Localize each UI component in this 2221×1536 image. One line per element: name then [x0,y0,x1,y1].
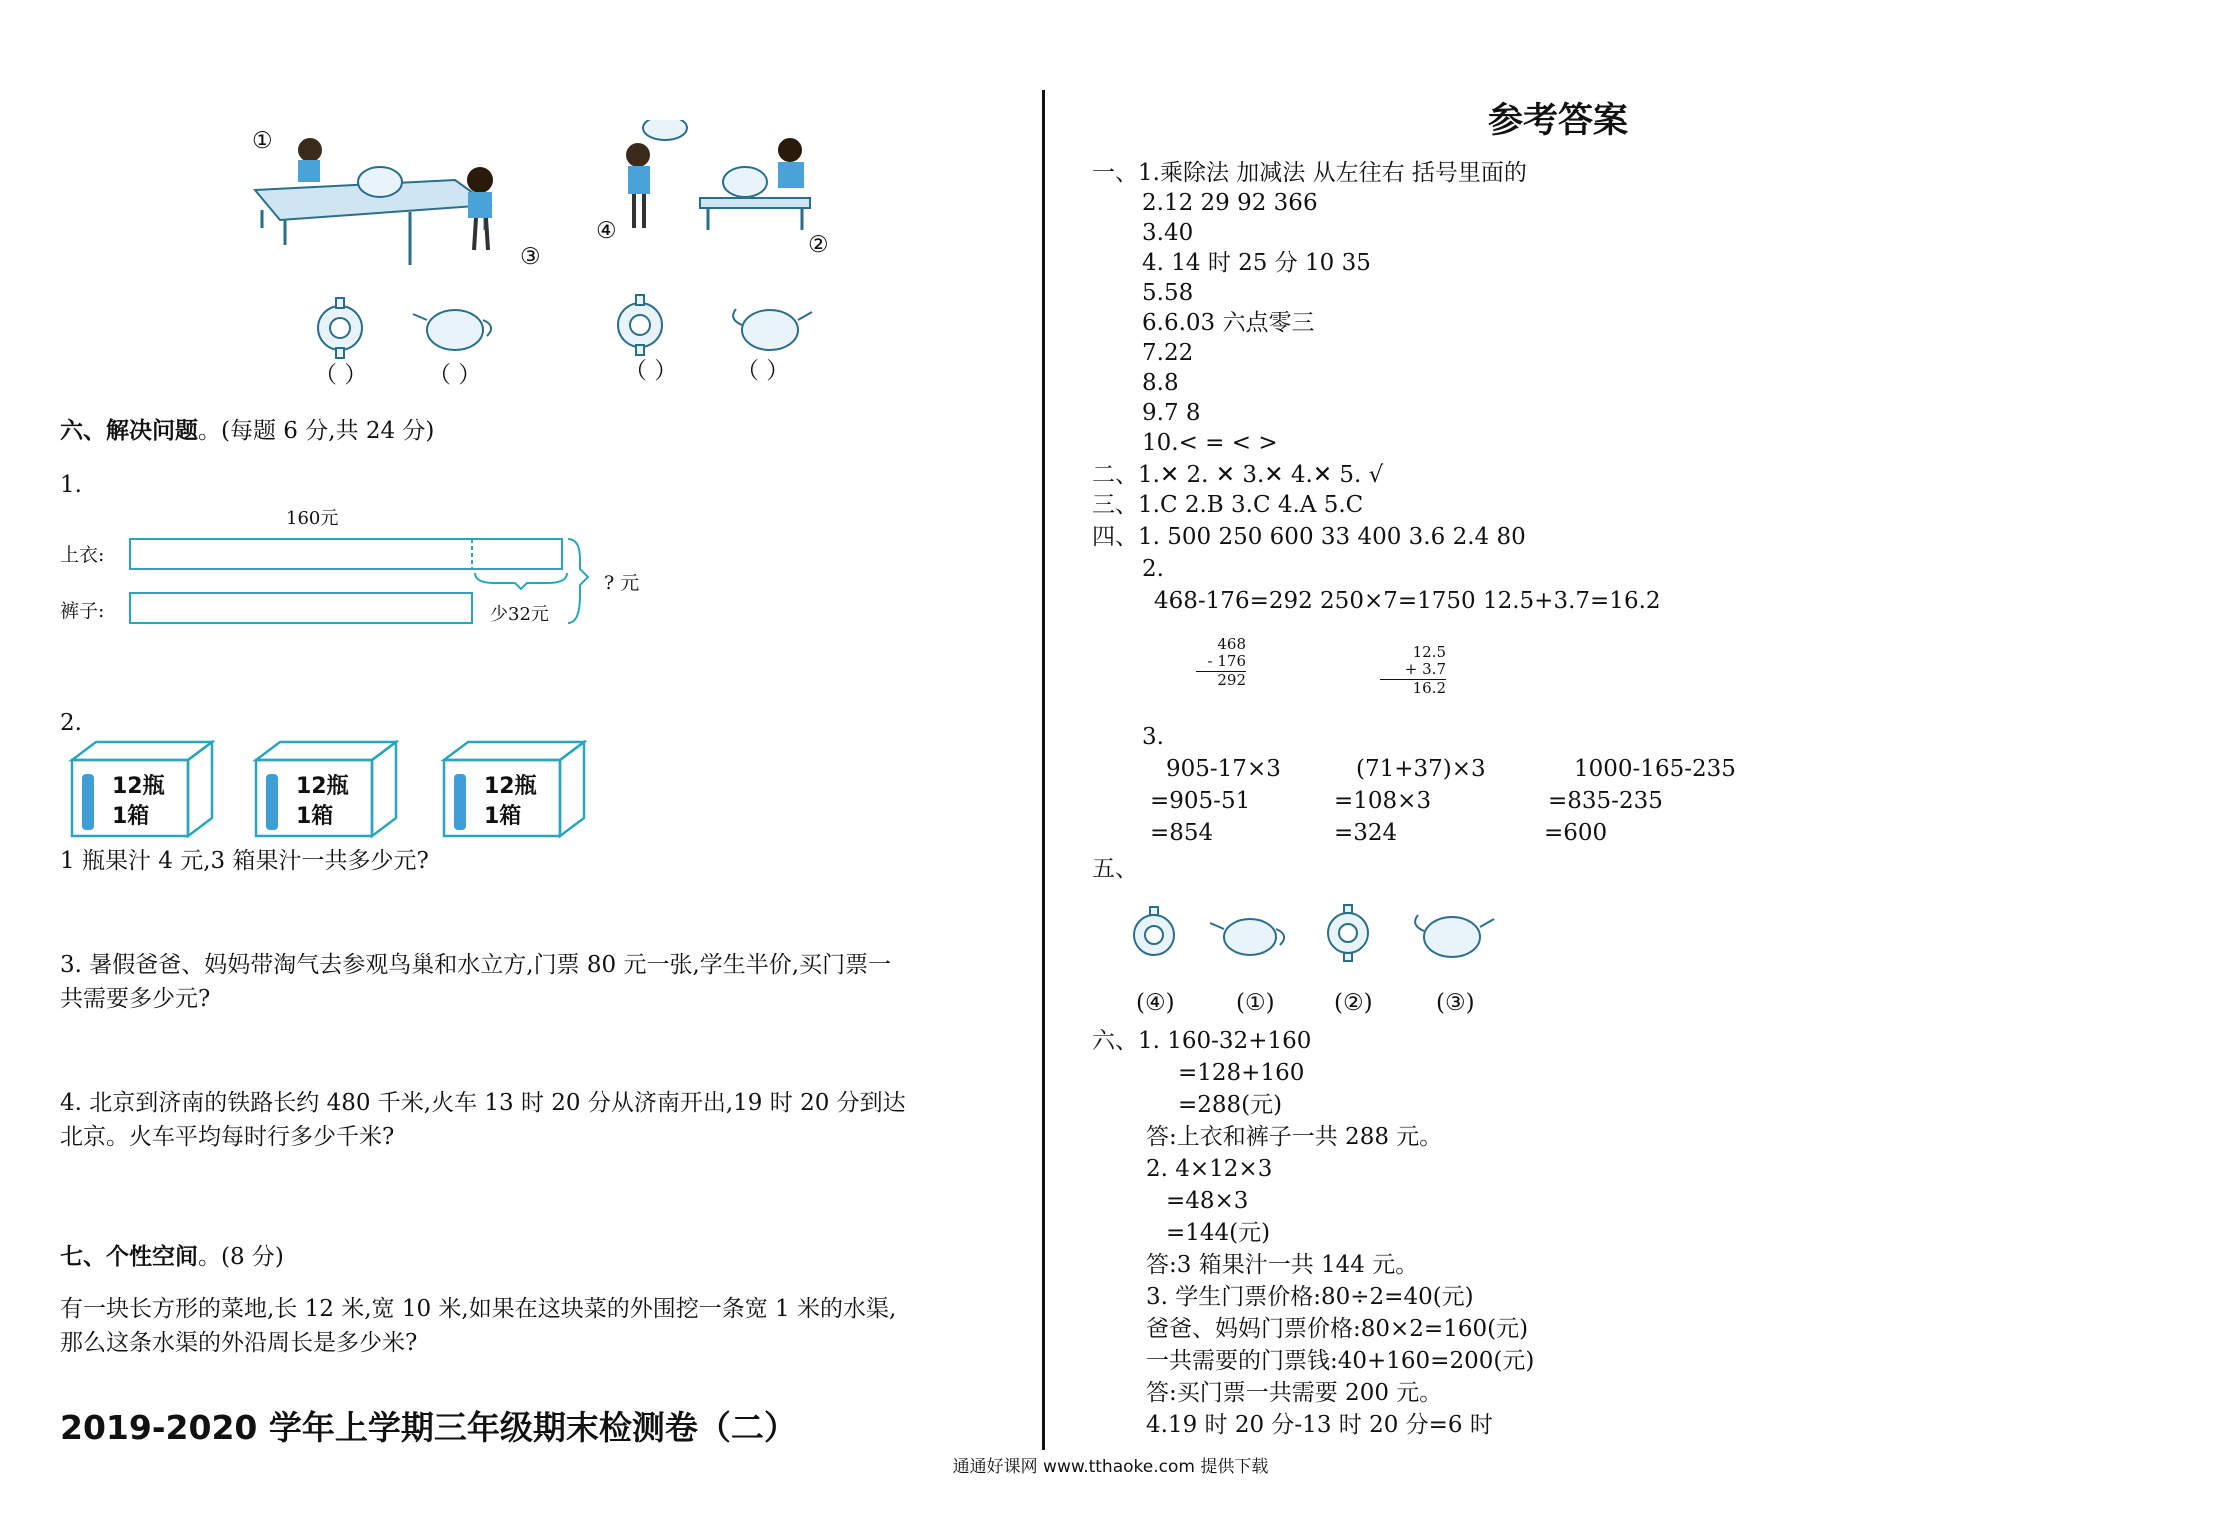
calc-col3-line: =835-235 [1548,788,1663,814]
six-line: 答:买门票一共需要 200 元。 [1146,1380,1443,1406]
six-line: =144(元) [1166,1220,1271,1246]
box1-line2: 1箱 [112,804,150,829]
illustration-teapot-scene [240,120,860,390]
five-label: (③) [1436,990,1475,1016]
q2-number: 2. [60,710,82,736]
answer-line: 6.6.03 六点零三 [1142,310,1315,336]
answer-title: 参考答案 [1488,101,1629,141]
six-line: 一共需要的门票钱:40+160=200(元) [1146,1348,1535,1374]
answer-line: 4. 14 时 25 分 10 35 [1142,250,1371,276]
six-line: 2. 4×12×3 [1146,1156,1273,1182]
five-label: (②) [1334,990,1373,1016]
six-line: 4.19 时 20 分-13 时 20 分=6 时 [1146,1412,1493,1438]
box2-line2: 1箱 [296,804,334,829]
vcalc1-a: 468 [1217,635,1246,653]
answer-line: 9.7 8 [1142,400,1201,426]
box3-line2: 1箱 [484,804,522,829]
answer-line: 3.40 [1142,220,1194,246]
label-3: ③ [520,244,541,270]
q4-3-number: 3. [1142,724,1164,750]
six-line: =288(元) [1178,1092,1283,1118]
q4-line1: 4. 北京到济南的铁路长约 480 千米,火车 13 时 20 分从济南开出,19 时 20 分到达 [60,1090,906,1116]
q3-line2: 共需要多少元? [60,986,211,1012]
six-line: =128+160 [1178,1060,1305,1086]
six-line: 3. 学生门票价格:80÷2=40(元) [1146,1284,1474,1310]
answer-line: 四、1. 500 250 600 33 400 3.6 2.4 80 [1092,524,1526,550]
box3-line1: 12瓶 [484,774,537,799]
box2-line1: 12瓶 [296,774,349,799]
six-line: =48×3 [1166,1188,1249,1214]
six-line: 爸爸、妈妈门票价格:80×2=160(元) [1146,1316,1529,1342]
answer-paren-2: （ ） [428,362,482,388]
q4-line2: 北京。火车平均每时行多少千米? [60,1124,395,1150]
calc-col1-line: =905-51 [1150,788,1251,814]
q1-bar-diagram [120,525,600,630]
answer-line: 10.< = < > [1142,430,1278,456]
label-4: ④ [596,218,617,244]
q7-line1: 有一块长方形的菜地,长 12 米,宽 10 米,如果在这块菜的外围挖一条宽 1 米的水渠, [60,1296,897,1322]
label-2: ② [808,232,829,258]
q1-less-label: 少32元 [490,604,549,625]
column-divider [1042,90,1045,1450]
vcalc1-r: 292 [1217,670,1246,689]
vcalc2-a: 12.5 [1412,643,1446,661]
answer-line: 三、1.C 2.B 3.C 4.A 5.C [1092,492,1364,518]
vertical-calc-2 [1380,644,1446,697]
section6-heading [60,418,434,446]
label-1: ① [252,128,273,154]
calc-col3-line: =600 [1544,820,1608,846]
calc-col2-line: =324 [1334,820,1398,846]
answer-line: 7.22 [1142,340,1194,366]
section7-heading [60,1244,284,1272]
q1-shirt-label: 上衣: [60,544,105,566]
vertical-calc-1 [1196,636,1246,689]
calc-col1-line: 905-17×3 [1166,756,1281,782]
q2-text: 1 瓶果汁 4 元,3 箱果汁一共多少元? [60,848,429,874]
vcalc2-b: + 3.7 [1380,661,1446,679]
q7-line2: 那么这条水渠的外沿周长是多少米? [60,1330,418,1356]
five-label: (①) [1236,990,1275,1016]
answer-line: 8.8 [1142,370,1179,396]
vcalc1-b: - 176 [1196,653,1246,671]
q3-line1: 3. 暑假爸爸、妈妈带淘气去参观鸟巢和水立方,门票 80 元一张,学生半价,买门票一 [60,952,892,978]
answer-line: 2.12 29 92 366 [1142,190,1318,216]
section7-note: 。(8 分) [198,1244,284,1270]
q1-pants-label: 裤子: [60,600,105,622]
answer-line: 5.58 [1142,280,1194,306]
exam-title: 2019-2020 学年上学期三年级期末检测卷（二） [60,1408,797,1447]
calc-col3-line: 1000-165-235 [1574,756,1736,782]
section6-note: 。(每题 6 分,共 24 分) [198,418,435,444]
calc-col2-line: =108×3 [1334,788,1432,814]
section7-title: 七、个性空间 [60,1244,198,1270]
answer-line: 一、1.乘除法 加减法 从左往右 括号里面的 [1092,160,1527,186]
calc-col2-line: (71+37)×3 [1356,756,1486,782]
calc-col1-line: =854 [1150,820,1214,846]
q1-number: 1. [60,472,82,498]
six-line: 六、1. 160-32+160 [1092,1028,1312,1054]
q1-price-label: 160元 [286,508,339,529]
six-line: 答:3 箱果汁一共 144 元。 [1146,1252,1419,1278]
footer-credit: 通通好课网 www.tthaoke.com 提供下载 [952,1457,1269,1477]
q1-total-label: ? 元 [604,572,640,594]
vcalc2-r: 16.2 [1412,678,1446,697]
answer-line: 468-176=292 250×7=1750 12.5+3.7=16.2 [1154,588,1661,614]
teapot-views-answer [1122,895,1502,970]
six-line: 答:上衣和裤子一共 288 元。 [1146,1124,1443,1150]
answer-paren-4: （ ） [736,358,790,384]
box1-line1: 12瓶 [112,774,165,799]
section6-title: 六、解决问题 [60,418,198,444]
answer-line: 2. [1142,556,1164,582]
section5-head: 五、 [1092,856,1138,882]
answer-paren-3: （ ） [624,358,678,384]
answer-paren-1: （ ） [314,362,368,388]
answer-line: 二、1.✕ 2. ✕ 3.✕ 4.✕ 5. √ [1092,462,1384,488]
five-label: (④) [1136,990,1175,1016]
